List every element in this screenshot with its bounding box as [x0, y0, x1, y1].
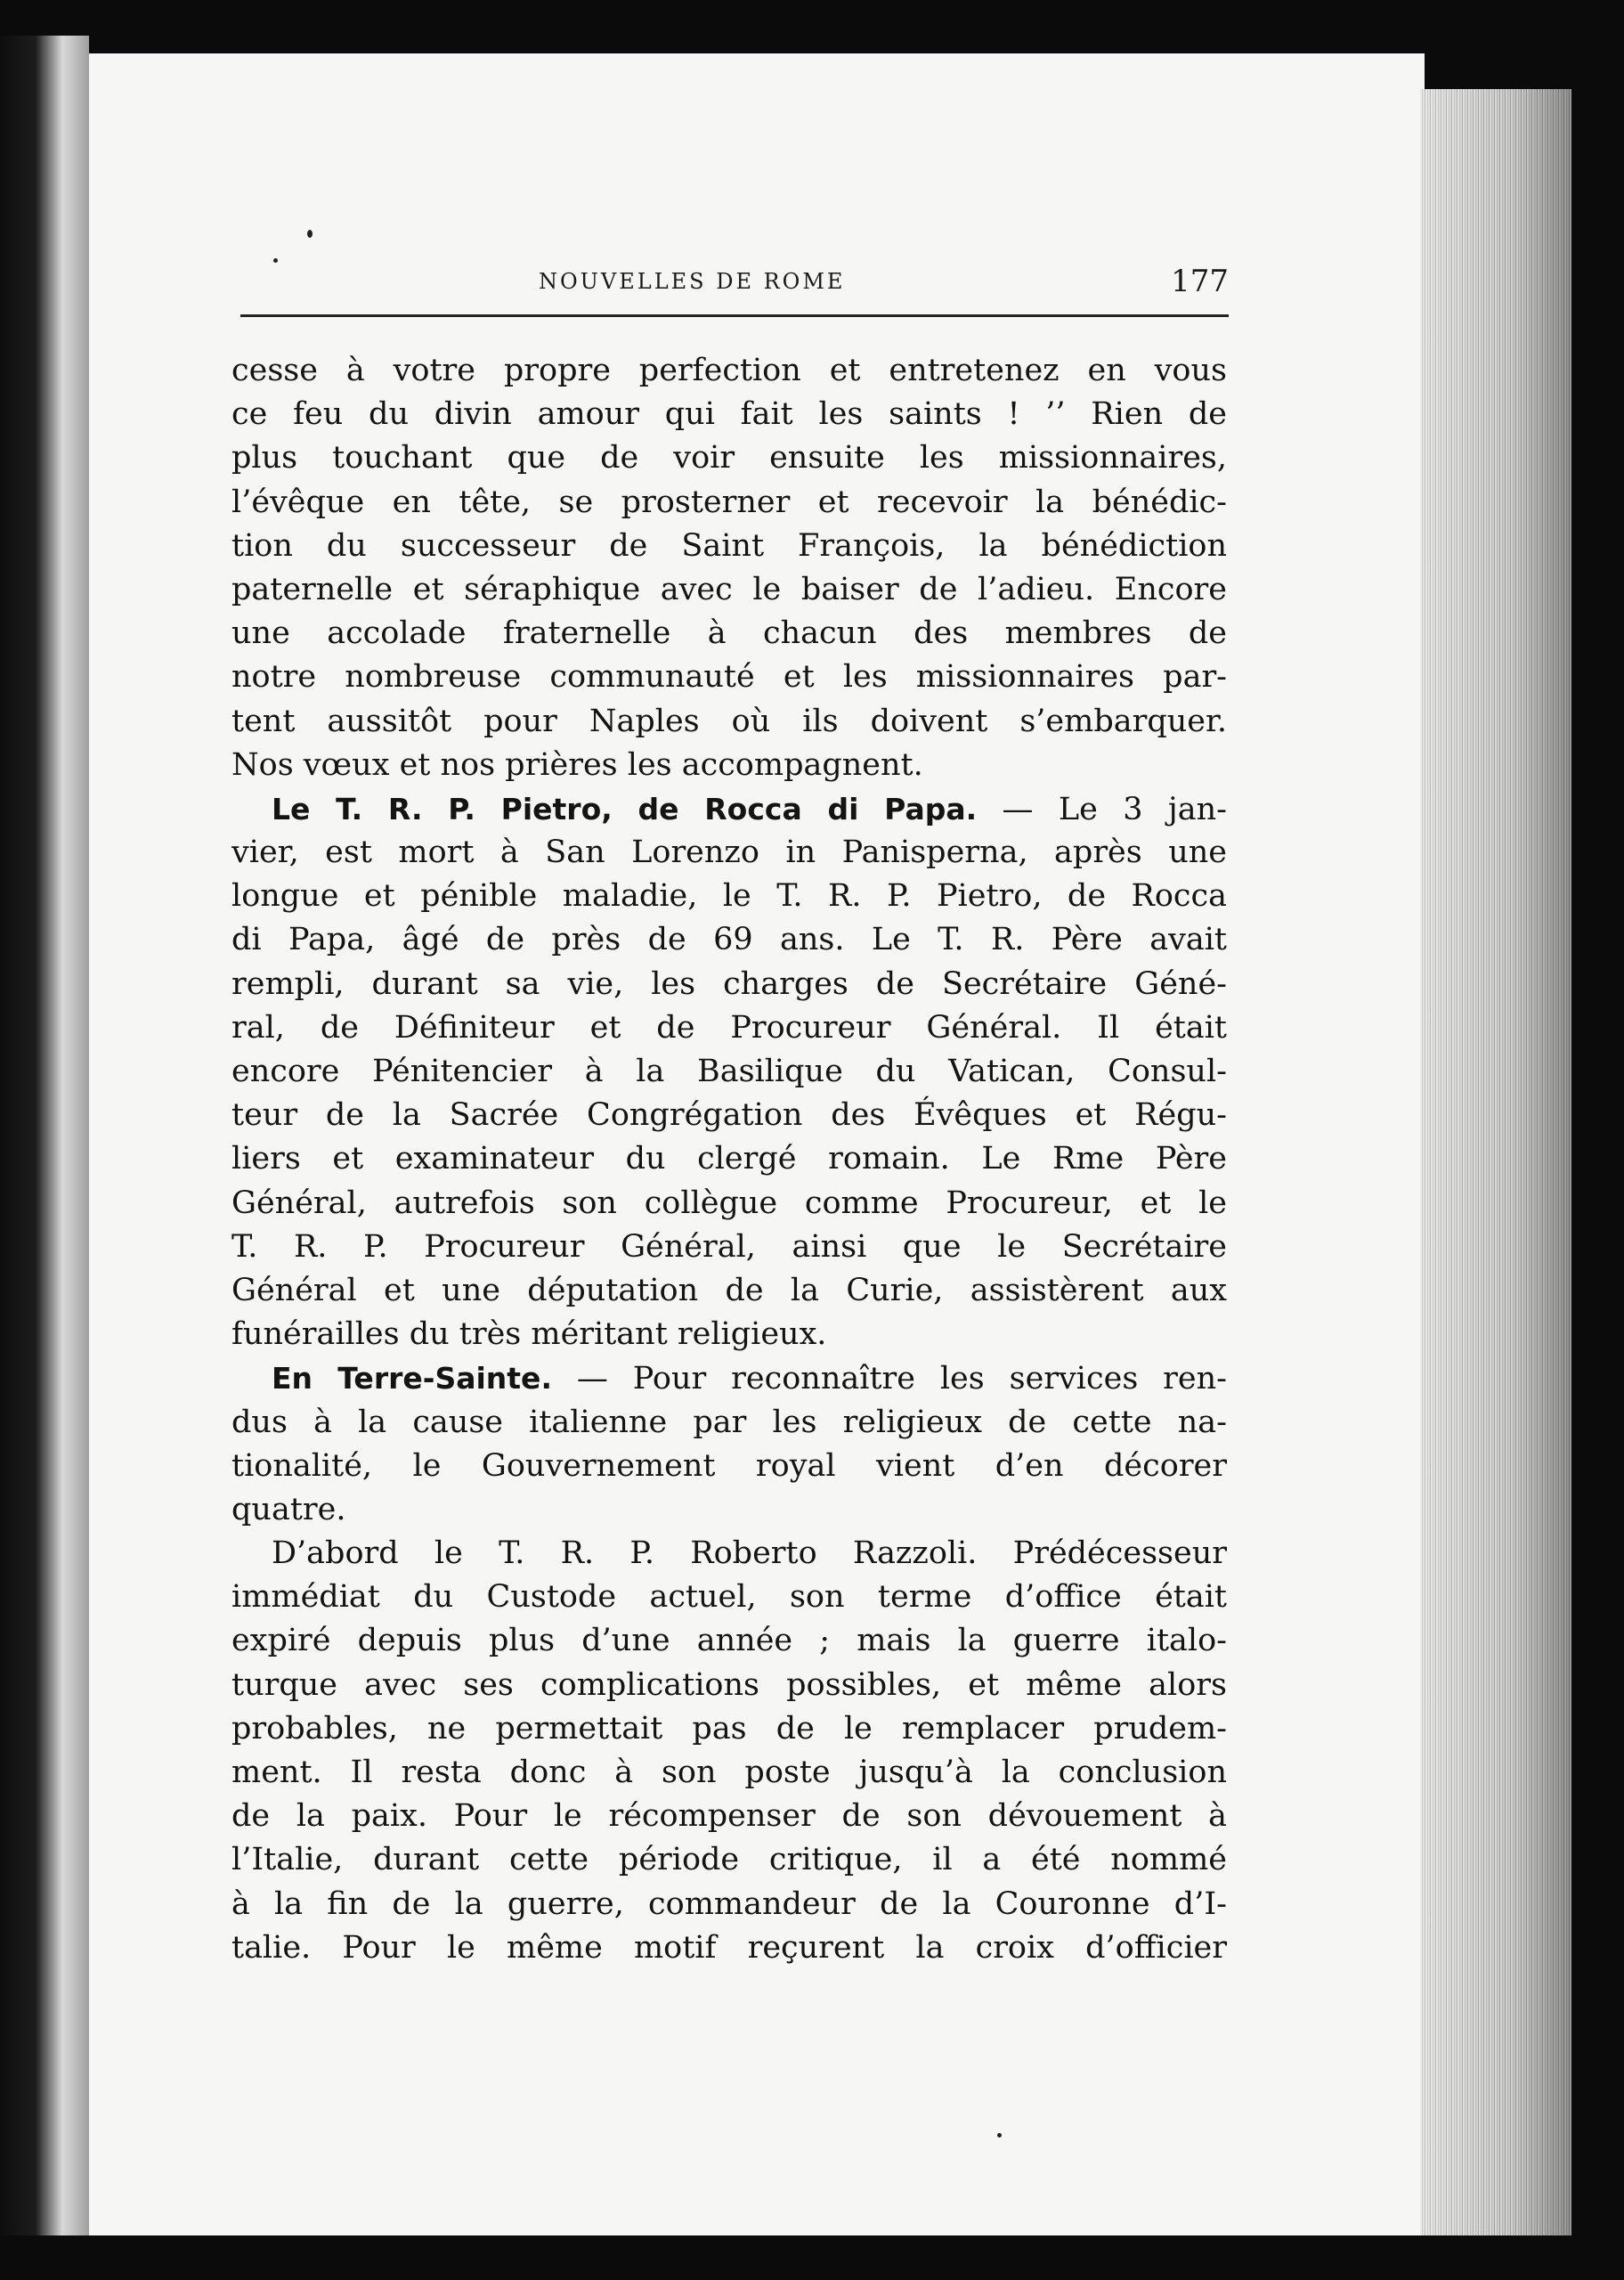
- line-text: l’Italie, durant cette période critique, il a été nommé: [231, 1842, 1227, 1878]
- line-text: Nos vœux et nos prières les accompagnent.: [231, 746, 923, 783]
- text-line: [231, 1182, 1227, 1226]
- text-line: [231, 481, 1227, 525]
- text-line: [231, 1532, 1227, 1576]
- line-text: l’évêque en tête, se prosterner et recevoir la bénédic-: [231, 484, 1227, 520]
- text-line: [231, 875, 1227, 918]
- text-line: [231, 1445, 1227, 1488]
- text-line: [231, 1664, 1227, 1707]
- text-line: [231, 525, 1227, 568]
- line-text: vier, est mort à San Lorenzo in Panisperna, après une: [231, 835, 1227, 871]
- text-line: [231, 1269, 1227, 1313]
- line-text: funérailles du très méritant religieux.: [231, 1316, 827, 1353]
- ink-speck: [307, 230, 313, 238]
- text-line: [231, 1576, 1227, 1619]
- text-line: [231, 831, 1227, 875]
- text-line: [231, 1050, 1227, 1094]
- text-line: [231, 1707, 1227, 1751]
- text-line: [231, 1926, 1227, 1970]
- text-line: [231, 1488, 1227, 1532]
- text-line: [231, 568, 1227, 612]
- line-text: probables, ne permettait pas de le remplacer prudem-: [231, 1710, 1227, 1747]
- line-text: talie. Pour le même motif reçurent la croix d’officier: [231, 1929, 1227, 1966]
- ink-speck: [273, 258, 278, 263]
- body-text: [231, 349, 1227, 1970]
- text-line: [231, 1838, 1227, 1882]
- line-text: Général et une députation de la Curie, assistèrent aux: [231, 1272, 1227, 1308]
- page-number: 177: [1171, 264, 1229, 299]
- text-line: [231, 700, 1227, 744]
- line-text: teur de la Sacrée Congrégation des Évêques et Régu-: [231, 1097, 1227, 1134]
- line-text: dus à la cause italienne par les religieux de cette na-: [231, 1404, 1227, 1440]
- text-line: [231, 1094, 1227, 1137]
- text-line: [231, 744, 1227, 787]
- line-text: de la paix. Pour le récompenser de son dévouement à: [231, 1798, 1227, 1835]
- text-line: [231, 1401, 1227, 1445]
- line-text: turque avec ses complications possibles, et même alors: [231, 1666, 1227, 1703]
- line-text: expiré depuis plus d’une année ; mais la guerre italo-: [231, 1623, 1227, 1659]
- line-text: rempli, durant sa vie, les charges de Secrétaire Géné-: [231, 965, 1227, 1002]
- text-line: [231, 1313, 1227, 1356]
- section-heading: Le T. R. P. Pietro, de Rocca di Papa.: [272, 791, 978, 826]
- text-line: [231, 963, 1227, 1006]
- line-text: quatre.: [231, 1491, 346, 1527]
- line-text: ce feu du divin amour qui fait les saints ! ’’ Rien de: [231, 396, 1227, 433]
- line-text: — Pour reconnaître les services ren-: [551, 1361, 1227, 1397]
- line-text: encore Pénitencier à la Basilique du Vatican, Consul-: [231, 1054, 1227, 1089]
- text-line: [231, 1795, 1227, 1838]
- line-text: notre nombreuse communauté et les missionnaires par-: [231, 659, 1227, 696]
- ink-speck: [997, 2133, 1002, 2138]
- text-line: [231, 918, 1227, 962]
- text-line: [231, 436, 1227, 480]
- line-text: tion du successeur de Saint François, la bénédiction: [231, 527, 1227, 564]
- gutter-shadow: [62, 36, 89, 2235]
- line-text: di Papa, âgé de près de 69 ans. Le T. R. Père avait: [231, 922, 1227, 958]
- line-text: immédiat du Custode actuel, son terme d’office était: [231, 1579, 1227, 1616]
- line-text: tionalité, le Gouvernement royal vient d’en décorer: [231, 1447, 1227, 1484]
- line-text: T. R. P. Procureur Général, ainsi que le Secrétaire: [231, 1228, 1227, 1265]
- line-text: tent aussitôt pour Naples où ils doivent s’embarquer.: [231, 703, 1227, 739]
- header-rule: [240, 314, 1229, 317]
- text-line: [231, 1006, 1227, 1050]
- running-head-title: NOUVELLES DE ROME: [539, 269, 846, 294]
- line-text: ment. Il resta donc à son poste jusqu’à la conclusion: [231, 1755, 1227, 1790]
- line-text: Général, autrefois son collègue comme Procureur, et le: [231, 1185, 1227, 1221]
- line-text: ral, de Définiteur et de Procureur Général. Il était: [231, 1009, 1227, 1046]
- text-line: [231, 612, 1227, 656]
- page-block-shading: [1420, 89, 1571, 2235]
- text-line: [231, 1751, 1227, 1795]
- line-text: liers et examinateur du clergé romain. Le Rme Père: [231, 1141, 1227, 1177]
- text-line: [231, 349, 1227, 393]
- line-text: longue et pénible maladie, le T. R. P. Pietro, de Rocca: [231, 878, 1227, 915]
- text-line: [231, 1883, 1227, 1926]
- text-line: [231, 787, 1227, 831]
- text-line: [231, 656, 1227, 699]
- text-line: [231, 1356, 1227, 1400]
- text-line: [231, 1137, 1227, 1181]
- line-text: plus touchant que de voir ensuite les missionnaires,: [231, 440, 1227, 476]
- line-text: à la fin de la guerre, commandeur de la Couronne d’I-: [231, 1885, 1227, 1922]
- running-head: [240, 264, 1229, 308]
- line-text: une accolade fraternelle à chacun des membres de: [231, 615, 1227, 652]
- text-line: [231, 393, 1227, 436]
- line-text: cesse à votre propre perfection et entretenez en vous: [231, 353, 1227, 388]
- text-line: [231, 1226, 1227, 1269]
- line-text: D’abord le T. R. P. Roberto Razzoli. Prédécesseur: [272, 1535, 1227, 1572]
- line-text: paternelle et séraphique avec le baiser de l’adieu. Encore: [231, 571, 1227, 607]
- section-heading: En Terre-Sainte.: [272, 1361, 552, 1396]
- text-line: [231, 1619, 1227, 1663]
- line-text: — Le 3 jan-: [977, 791, 1227, 827]
